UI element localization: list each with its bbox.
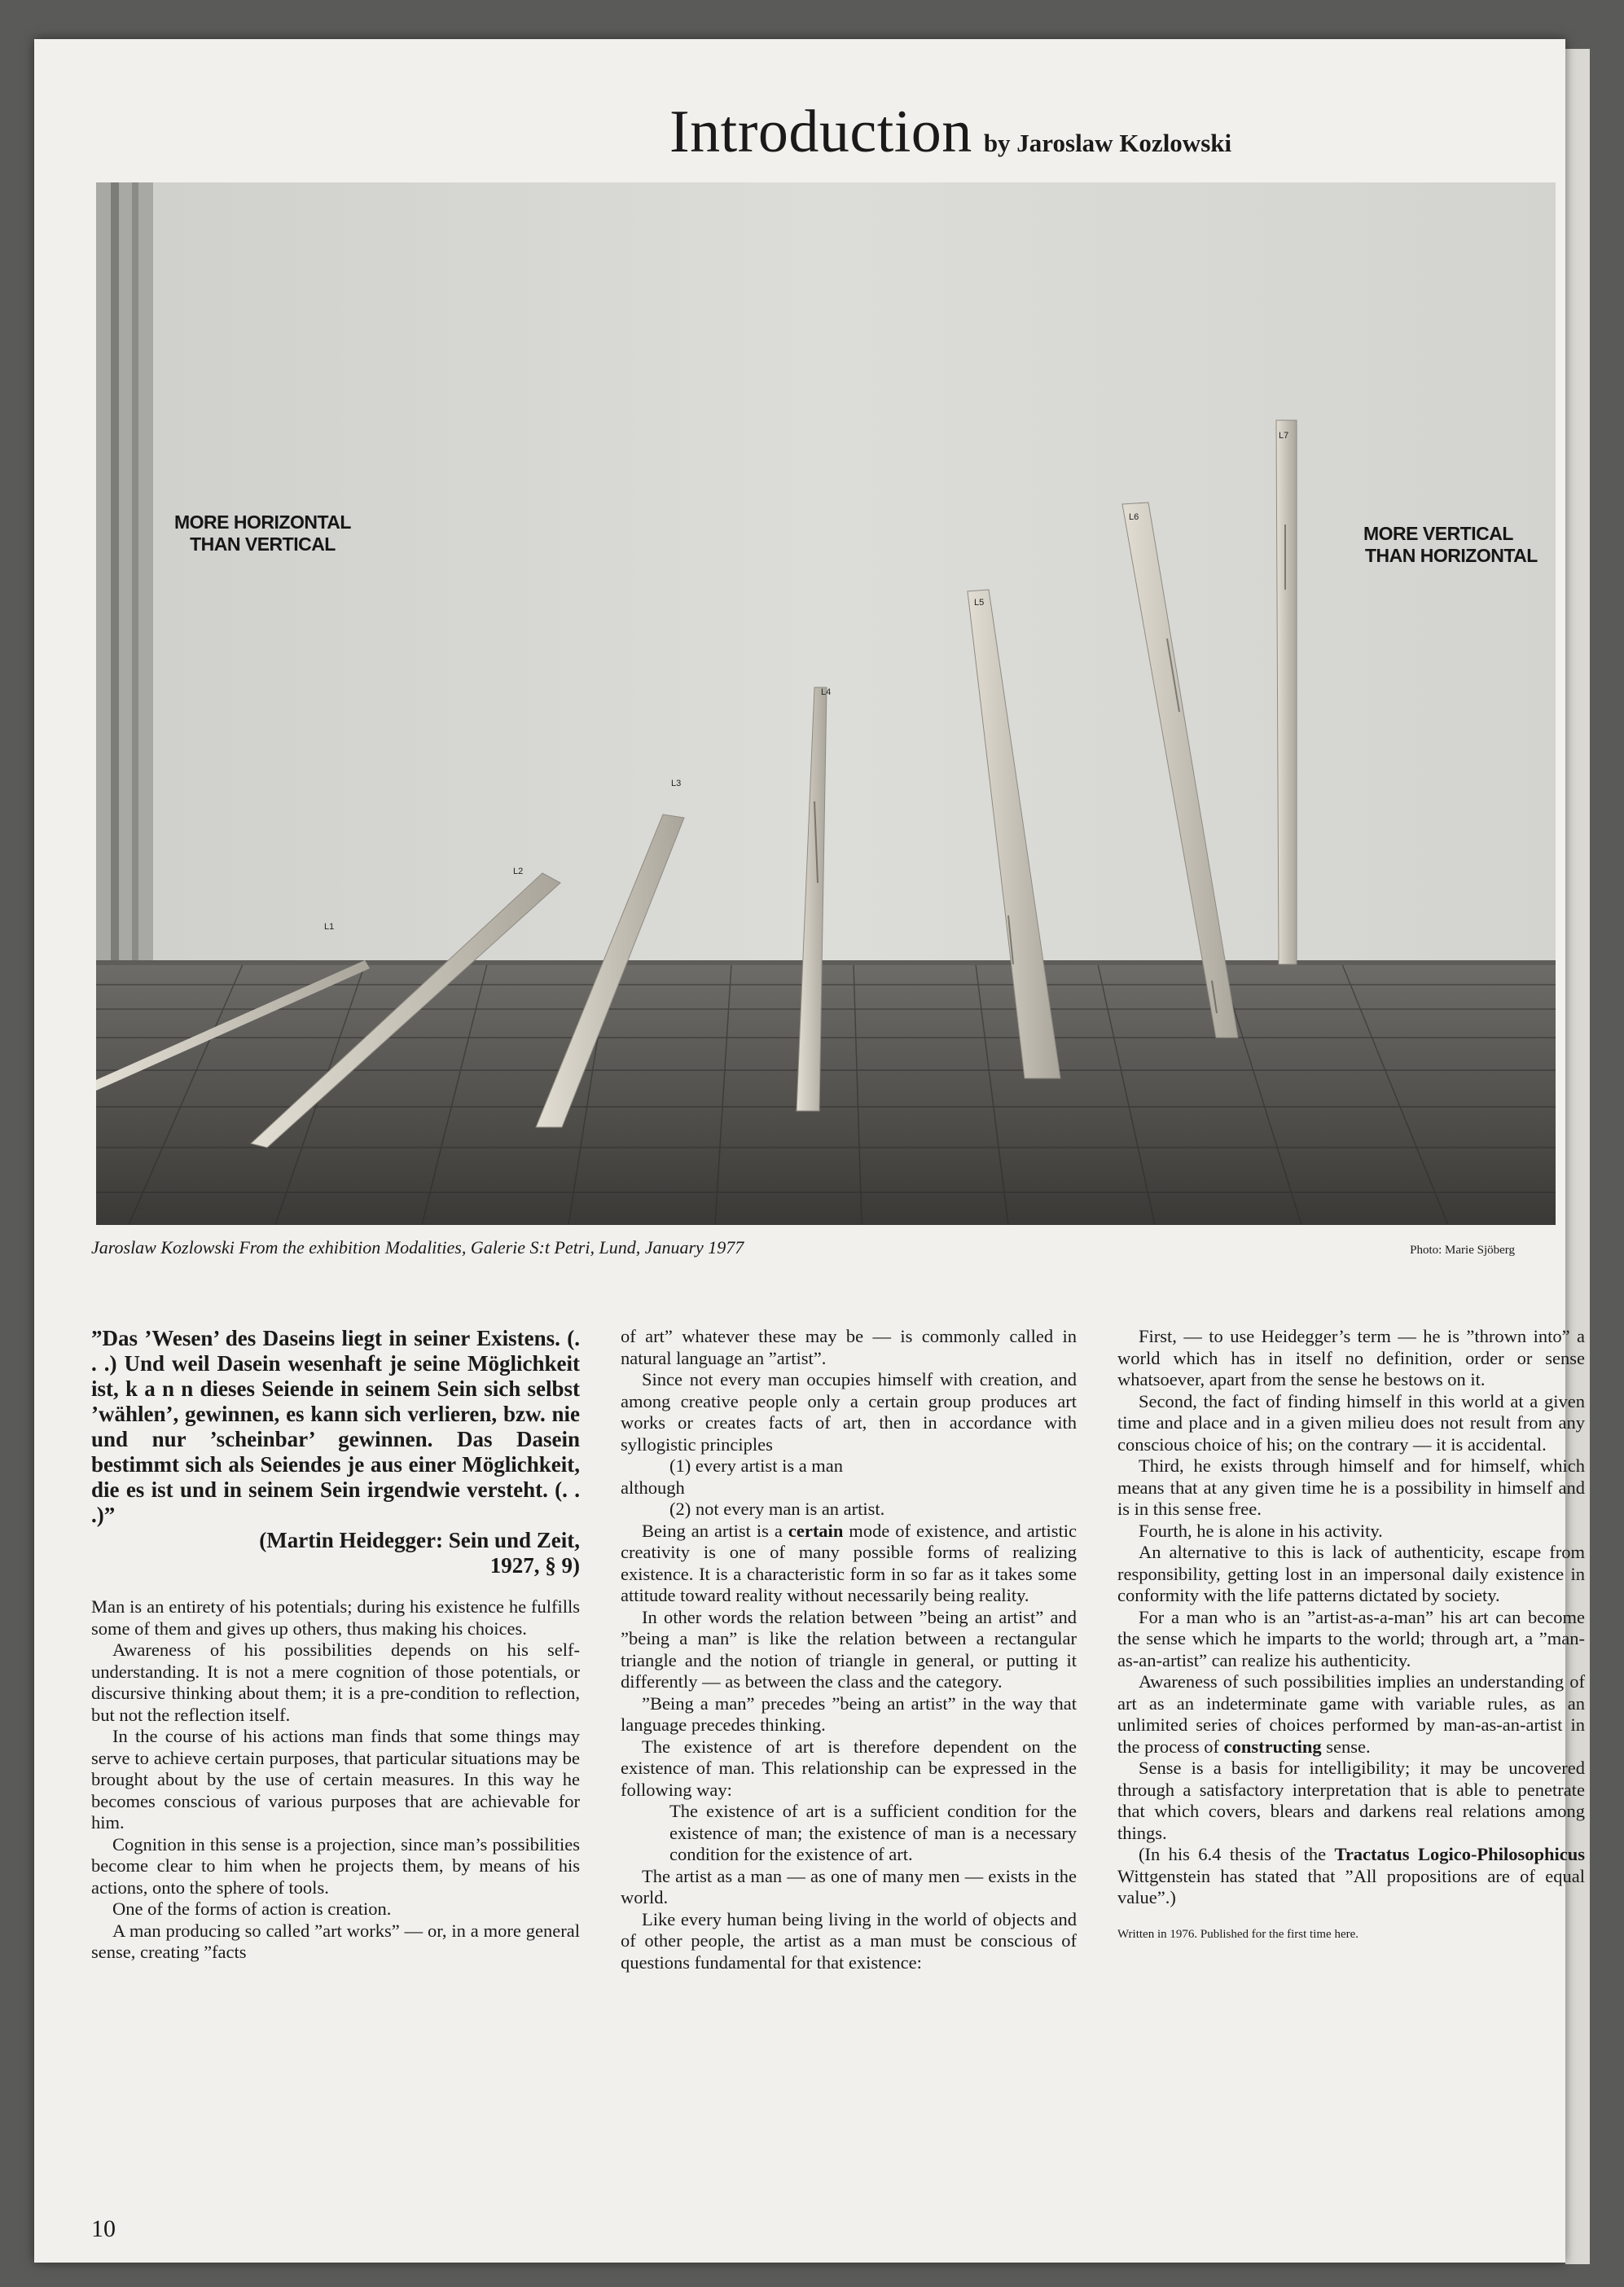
page-number: 10 bbox=[91, 2215, 116, 2242]
paragraph: For a man who is an ”artist-as-a-man” his art can become the sense which he imparts to the world; through art, a ”man-as-an-artist” can realize his authenticity. bbox=[1117, 1606, 1585, 1670]
paragraph bbox=[1117, 1671, 1585, 1758]
paragraph: Fourth, he is alone in his activity. bbox=[1139, 1520, 1383, 1541]
publication-footnote: Written in 1976. Published for the first time here. bbox=[1117, 1927, 1359, 1941]
quote-source-line-2: 1927, § 9) bbox=[489, 1553, 580, 1578]
paragraph: One of the forms of action is creation. bbox=[112, 1899, 392, 1919]
text-run: sense. bbox=[1321, 1736, 1371, 1757]
paragraph: ”Being a man” precedes ”being an artist” in the way that language precedes thinking. bbox=[621, 1692, 1077, 1735]
exhibition-photo bbox=[96, 182, 1556, 1225]
text-run: mode of existence, and artistic creativity is one of many possible forms of realizing existence. It is a characteristic form in so far as it takes some attitude toward reality without necessarily being reality. bbox=[621, 1520, 1077, 1605]
text-run: Awareness of such possibilities implies an understanding of art as an indeterminate game with variable rules, as an unlimited series of choices performed by man-as-an-artist in the process of bbox=[1117, 1671, 1585, 1757]
paragraph: Awareness of his possibilities depends on his self-understanding. It is not a mere cognition of those potentials, or discursive thinking about them; it is a pre-condition to reflection, but not the reflection itself. bbox=[91, 1640, 580, 1725]
paragraph: An alternative to this is lack of authenticity, escape from responsibility, getting lost in an impersonal daily existence in conformity with the life patterns dictated by society. bbox=[1117, 1542, 1585, 1605]
paragraph: A man producing so called ”art works” — or, in a more general sense, creating ”facts bbox=[91, 1920, 580, 1962]
paragraph: First, — to use Heidegger’s term — he is ”thrown into” a world which has in itself no definition, order or sense whatsoever, apart from the sense he bestows on it. bbox=[1117, 1326, 1585, 1389]
label-left-line-1: MORE HORIZONTAL bbox=[174, 511, 351, 533]
paragraph: In other words the relation between ”being an artist” and ”being a man” is like the relation between a rectangular triangle and the notion of triangle in general, or putting it differently — as between the class and the category. bbox=[621, 1606, 1077, 1692]
text-run: (In his 6.4 thesis of the bbox=[1139, 1844, 1335, 1864]
plank-tag-l2: L2 bbox=[513, 867, 524, 876]
plank-tag-l4: L4 bbox=[821, 687, 832, 697]
indented-statement: The existence of art is a sufficient condition for the existence of man; the existence of man is a necessary condition for the existence of art. bbox=[669, 1801, 1077, 1864]
text-run: Being an artist is a bbox=[642, 1520, 788, 1541]
syllogism-connector: although bbox=[621, 1477, 685, 1498]
label-more-vertical bbox=[1363, 523, 1538, 567]
emphasis-constructing: constructing bbox=[1223, 1736, 1322, 1757]
plank-tag-l6: L6 bbox=[1129, 512, 1139, 522]
quote-source-line-1: (Martin Heidegger: Sein und Zeit, bbox=[259, 1528, 580, 1552]
paragraph: Man is an entirety of his potentials; during his existence he fulfills some of them and gives up others, thus making his choices. bbox=[91, 1596, 580, 1639]
paragraph: In the course of his actions man finds that some things may serve to achieve certain purposes, that particular situations may be brought about by the use of certain measures. In this way he becomes conscious of various purposes that are achievable for him. bbox=[91, 1726, 580, 1833]
paragraph: Second, the fact of finding himself in this world at a given time and place and in a given milieu does not result from any conscious choice of his; on the contrary — it is accidental. bbox=[1117, 1390, 1585, 1455]
photo-credit: Photo: Marie Sjöberg bbox=[1410, 1244, 1515, 1257]
paragraph bbox=[1117, 1844, 1585, 1909]
syllogism-item-2: (2) not every man is an artist. bbox=[669, 1499, 885, 1519]
heidegger-quote bbox=[91, 1326, 580, 1578]
paragraph: Like every human being living in the world of objects and of other people, the artist as a man must be conscious of questions fundamental for that existence: bbox=[621, 1908, 1077, 1973]
article-headline bbox=[669, 98, 1231, 167]
paragraph: The artist as a man — as one of many men — exists in the world. bbox=[621, 1865, 1077, 1907]
paragraph: of art” whatever these may be — is commonly called in natural language an ”artist”. bbox=[621, 1326, 1077, 1368]
article-title: Introduction bbox=[669, 99, 972, 165]
photo-caption: Jaroslaw Kozlowski From the exhibition Modalities, Galerie S:t Petri, Lund, January 1977 bbox=[91, 1237, 744, 1258]
column-1 bbox=[91, 1326, 580, 1964]
text-run: Wittgenstein has stated that ”All propositions are of equal value”.) bbox=[1117, 1865, 1585, 1907]
exhibition-photo-drawing bbox=[96, 182, 1556, 1225]
label-more-horizontal bbox=[174, 511, 351, 555]
plank-tag-l7: L7 bbox=[1279, 431, 1289, 441]
plank-tag-l3: L3 bbox=[671, 779, 682, 788]
paragraph: Sense is a basis for intelligibility; it may be uncovered through a satisfactory interpretation that is able to penetrate that which covers, blears and darkens real relations among things. bbox=[1117, 1758, 1585, 1843]
label-left-line-2: THAN VERTICAL bbox=[190, 533, 336, 555]
paragraph: Cognition in this sense is a projection, since man’s possibilities become clear to him when he projects them, by means of his actions, onto the sphere of tools. bbox=[91, 1833, 580, 1898]
paragraph: Third, he exists through himself and for himself, which means that at any given time he is a possibility in himself and is in this sense free. bbox=[1117, 1455, 1585, 1519]
quote-text: ”Das ’Wesen’ des Daseins liegt in seiner Existens. (. . .) Und weil Dasein wesenhaft je seine Möglichkeit ist, k a n n dieses Seiende in seinem Sein sich selbst ’wählen’, gewinnen, es kann sich verlieren, bzw. nie und nur ’scheinbar’ gewinnen. Das Dasein bestimmt sich als Seiendes je aus einer Möglichkeit, die es ist und in seinem Sein irgendwie versteht. (. . .)” bbox=[91, 1326, 580, 1527]
column-3 bbox=[1117, 1326, 1585, 1945]
paragraph: Since not every man occupies himself with creation, and among creative people only a certain group produces art works or creates facts of art, then in accordance with syllogistic principles bbox=[621, 1369, 1077, 1455]
label-right-line-1: MORE VERTICAL bbox=[1363, 523, 1513, 544]
syllogism-item-1: (1) every artist is a man bbox=[669, 1455, 844, 1476]
plank-tag-l1: L1 bbox=[324, 922, 335, 932]
plank-tag-l5: L5 bbox=[974, 598, 985, 608]
column-2 bbox=[621, 1326, 1077, 1973]
magazine-page bbox=[34, 39, 1585, 2263]
emphasis-certain: certain bbox=[788, 1520, 844, 1541]
emphasis-tractatus: Tractatus Logico-Philosophicus bbox=[1334, 1844, 1585, 1864]
paragraph bbox=[621, 1521, 1077, 1607]
paragraph: The existence of art is therefore dependent on the existence of man. This relationship can be expressed in the following way: bbox=[621, 1736, 1077, 1800]
article-byline: by Jaroslaw Kozlowski bbox=[983, 129, 1232, 157]
label-right-line-2: THAN HORIZONTAL bbox=[1365, 545, 1538, 566]
